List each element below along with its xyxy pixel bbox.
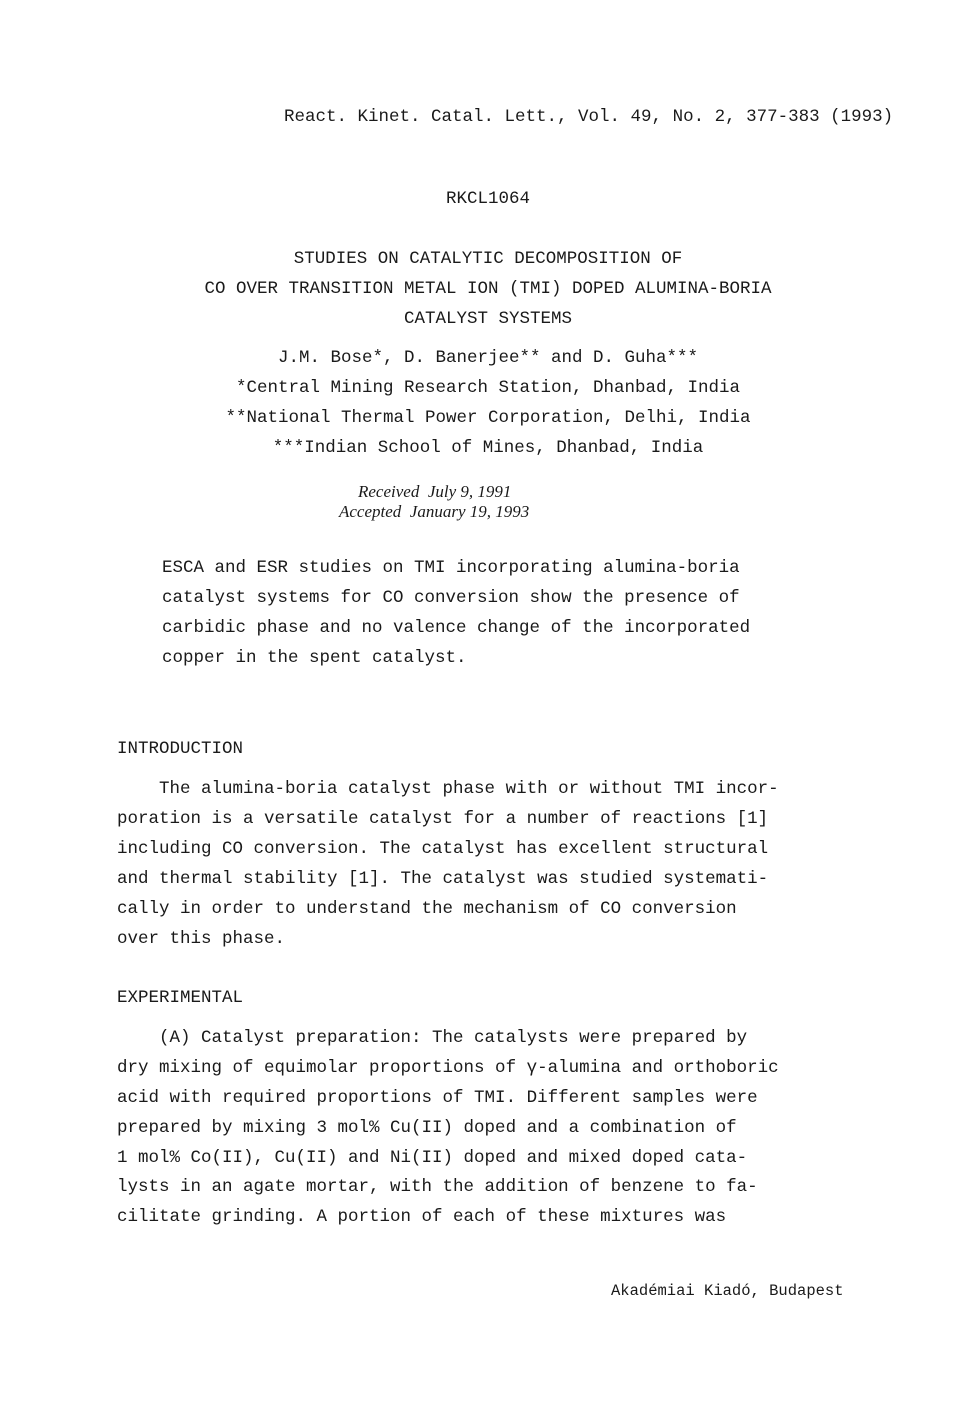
abstract-line: carbidic phase and no valence change of the incorporated: [162, 618, 751, 638]
paragraph-line: cally in order to understand the mechanism of CO conversion: [117, 899, 737, 919]
paragraph-line: over this phase.: [117, 929, 286, 949]
paragraph-line: and thermal stability [1]. The catalyst was studied systemati-: [117, 869, 769, 889]
paragraph-line: 1 mol% Co(II), Cu(II) and Ni(II) doped and mixed doped cata-: [117, 1148, 748, 1168]
affiliation: **National Thermal Power Corporation, Delhi, India: [225, 408, 751, 428]
publisher-footer: Akadémiai Kiadó, Budapest: [611, 1282, 844, 1300]
section-heading: EXPERIMENTAL: [117, 988, 244, 1008]
paragraph-line: cilitate grinding. A portion of each of these mixtures was: [117, 1207, 727, 1227]
paragraph-line: dry mixing of equimolar proportions of γ-alumina and orthoboric: [117, 1058, 779, 1078]
abstract-line: catalyst systems for CO conversion show the presence of: [162, 588, 740, 608]
article-code: RKCL1064: [445, 189, 530, 209]
received-date: Received July 9, 1991: [358, 482, 512, 501]
affiliation: ***Indian School of Mines, Dhanbad, India: [272, 438, 704, 458]
author-names: J.M. Bose*, D. Banerjee** and D. Guha***: [277, 348, 699, 368]
accepted-date: Accepted January 19, 1993: [339, 502, 530, 521]
paragraph-line: including CO conversion. The catalyst has excellent structural: [117, 839, 769, 859]
paragraph-line: poration is a versatile catalyst for a number of reactions [1]: [117, 809, 769, 829]
title-line: CO OVER TRANSITION METAL ION (TMI) DOPED ALUMINA-BORIA: [204, 279, 772, 299]
paragraph-line: (A) Catalyst preparation: The catalysts were prepared by: [117, 1028, 748, 1048]
title-line: CATALYST SYSTEMS: [403, 309, 573, 329]
title-line: STUDIES ON CATALYTIC DECOMPOSITION OF: [293, 249, 683, 269]
paragraph-line: The alumina-boria catalyst phase with or without TMI incor-: [117, 779, 779, 799]
paragraph-line: lysts in an agate mortar, with the addition of benzene to fa-: [117, 1177, 758, 1197]
affiliation: *Central Mining Research Station, Dhanbad, India: [235, 378, 741, 398]
abstract-line: copper in the spent catalyst.: [162, 648, 467, 668]
paragraph-line: prepared by mixing 3 mol% Cu(II) doped and a combination of: [117, 1118, 737, 1138]
paragraph-line: acid with required proportions of TMI. Different samples were: [117, 1088, 758, 1108]
abstract-line: ESCA and ESR studies on TMI incorporating alumina-boria: [162, 558, 740, 578]
section-heading: INTRODUCTION: [117, 739, 244, 759]
citation: React. Kinet. Catal. Lett., Vol. 49, No. 2, 377-383 (1993): [284, 107, 894, 127]
